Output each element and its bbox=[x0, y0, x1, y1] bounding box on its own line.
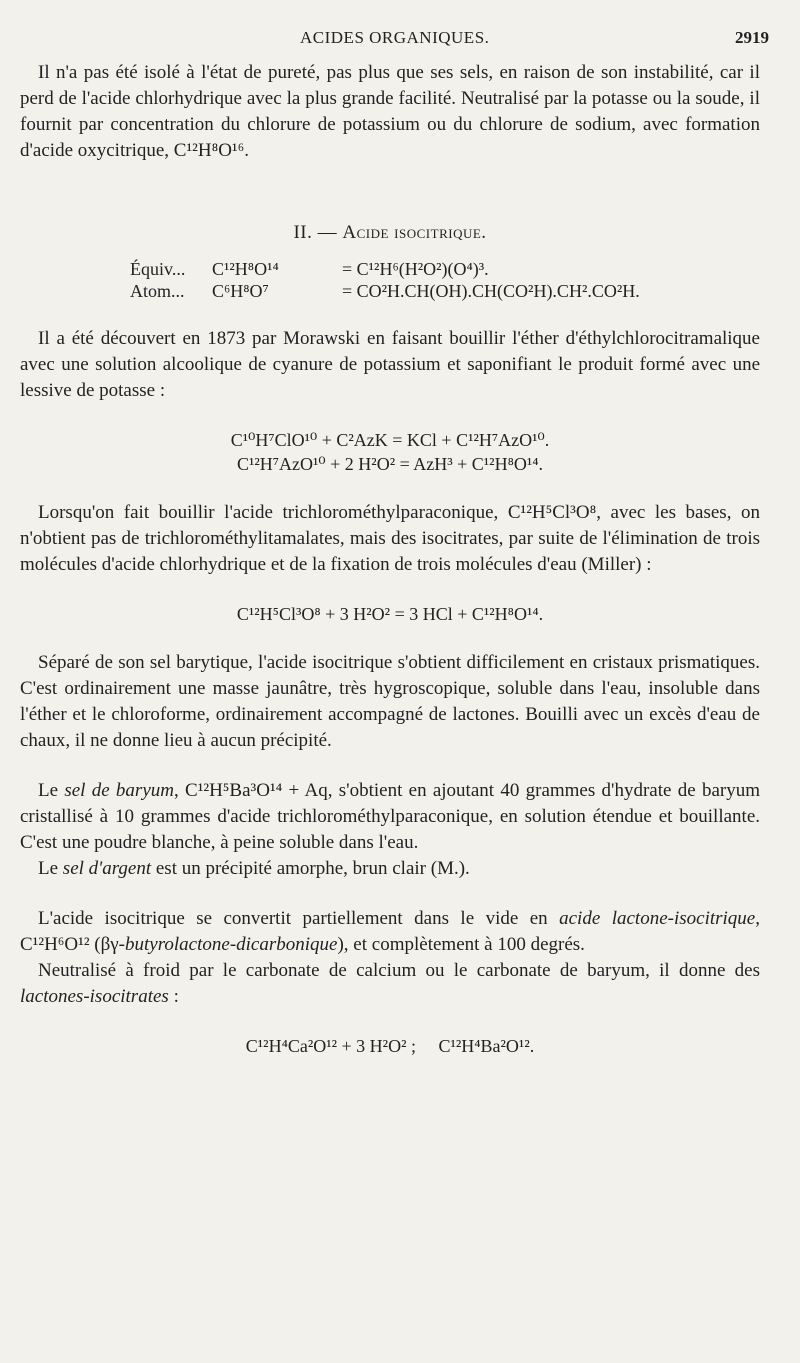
paragraph-3: Lorsqu'on fait bouillir l'acide trichlorométhylparaconique, C¹²H⁵Cl³O⁸, avec les bases, on n'obtient pas de trichlorométhylitamalates, mais des isocitrates, par suite de l'élimination de trois molécules d'acide chlorhydrique et de la fixation de trois molécules d'eau (Miller) : bbox=[20, 502, 760, 575]
p8-lead: Neutralisé à froid par le carbonate de calcium ou le carbonate de baryum, il donne des bbox=[38, 960, 760, 981]
formula-row bbox=[130, 280, 760, 302]
formula-structure: = C¹²H⁶(H²O²)(O⁴)³. bbox=[342, 259, 489, 279]
formula-label: Équiv... bbox=[130, 259, 186, 279]
p8-rest: : bbox=[168, 986, 179, 1007]
equation-3: C¹²H⁵Cl³O⁸ + 3 H²O² = 3 HCl + C¹²H⁸O¹⁴. bbox=[236, 604, 544, 624]
equation-4: C¹²H⁴Ca²O¹² + 3 H²O² ; C¹²H⁴Ba²O¹². bbox=[245, 1036, 535, 1056]
section-heading bbox=[20, 222, 760, 244]
p6-lead: Le bbox=[38, 858, 63, 879]
formula-structure: = CO²H.CH(OH).CH(CO²H).CH².CO²H. bbox=[342, 281, 640, 301]
page-header bbox=[0, 28, 800, 54]
equation-2: C¹²H⁷AzO¹⁰ + 2 H²O² = AzH³ + C¹²H⁸O¹⁴. bbox=[236, 454, 544, 474]
paragraph-8 bbox=[20, 958, 760, 1010]
paragraph-1: Il n'a pas été isolé à l'état de pureté, pas plus que ses sels, en raison de son instabilité, car il perd de l'acide chlorhydrique avec la plus grande facilité. Neutralisé par la potasse ou la soude, il fournit par concentration du chlorure de potassium ou du chlorure de sodium, avec formation d'acide oxycitrique, C¹²H⁸O¹⁶. bbox=[20, 62, 760, 161]
paragraph-7 bbox=[20, 906, 760, 958]
paragraph-4: Séparé de son sel barytique, l'acide isocitrique s'obtient difficilement en cristaux prismatiques. C'est ordinairement une masse jaunâtre, très hygroscopique, soluble dans l'eau, insoluble dans l'éther et le chloroforme, ordinairement accompagné de lactones. Bouilli avec un excès d'eau de chaux, il ne donne lieu à aucun précipité. bbox=[20, 652, 760, 751]
p8-term: lactones-isocitrates bbox=[20, 986, 169, 1007]
p5-term: sel de baryum bbox=[64, 780, 174, 801]
paragraph-2: Il a été découvert en 1873 par Morawski en faisant bouillir l'éther d'éthylchlorocitramalique avec une solution alcoolique de cyanure de potassium et saponifiant le produit formé avec une lessive de potasse : bbox=[20, 328, 760, 401]
p6-rest: est un précipité amorphe, brun clair (M.). bbox=[151, 858, 470, 879]
equation-1: C¹⁰H⁷ClO¹⁰ + C²AzK = KCl + C¹²H⁷AzO¹⁰. bbox=[230, 430, 550, 450]
paragraph-6 bbox=[20, 856, 760, 882]
p5-lead: Le bbox=[38, 780, 65, 801]
page-number: 2919 bbox=[735, 28, 769, 47]
running-title: ACIDES ORGANIQUES. bbox=[300, 28, 490, 47]
formula-raw: C⁶H⁸O⁷ bbox=[212, 281, 269, 301]
p7-term: acide lactone-isocitrique bbox=[559, 908, 756, 929]
p7-term2: butyrolactone-dicarbonique bbox=[125, 934, 338, 955]
formula-table bbox=[130, 258, 760, 302]
p7-rest: ), et complètement à 100 degrés. bbox=[337, 934, 585, 955]
section-number: II. — bbox=[293, 222, 338, 243]
formula-label: Atom... bbox=[130, 281, 185, 301]
p7-lead: L'acide isocitrique se convertit partiellement dans le vide en bbox=[38, 908, 560, 929]
page-body bbox=[20, 60, 760, 1058]
p6-term: sel d'argent bbox=[62, 858, 152, 879]
paragraph-5 bbox=[20, 778, 760, 856]
formula-row bbox=[130, 258, 760, 280]
p5-rest: , C¹²H⁵Ba³O¹⁴ + Aq, s'obtient en ajoutant 40 grammes d'hydrate de baryum cristallisé à 10 grammes d'acide trichlorométhylparaconique, en solution étendue et bouillante. C'est une poudre blanche, à peine soluble dans l'eau. bbox=[20, 780, 760, 853]
p7-mid: , C¹²H⁶O¹² (βγ- bbox=[20, 908, 760, 955]
formula-raw: C¹²H⁸O¹⁴ bbox=[212, 259, 279, 279]
section-title: Acide isocitrique. bbox=[342, 222, 487, 243]
